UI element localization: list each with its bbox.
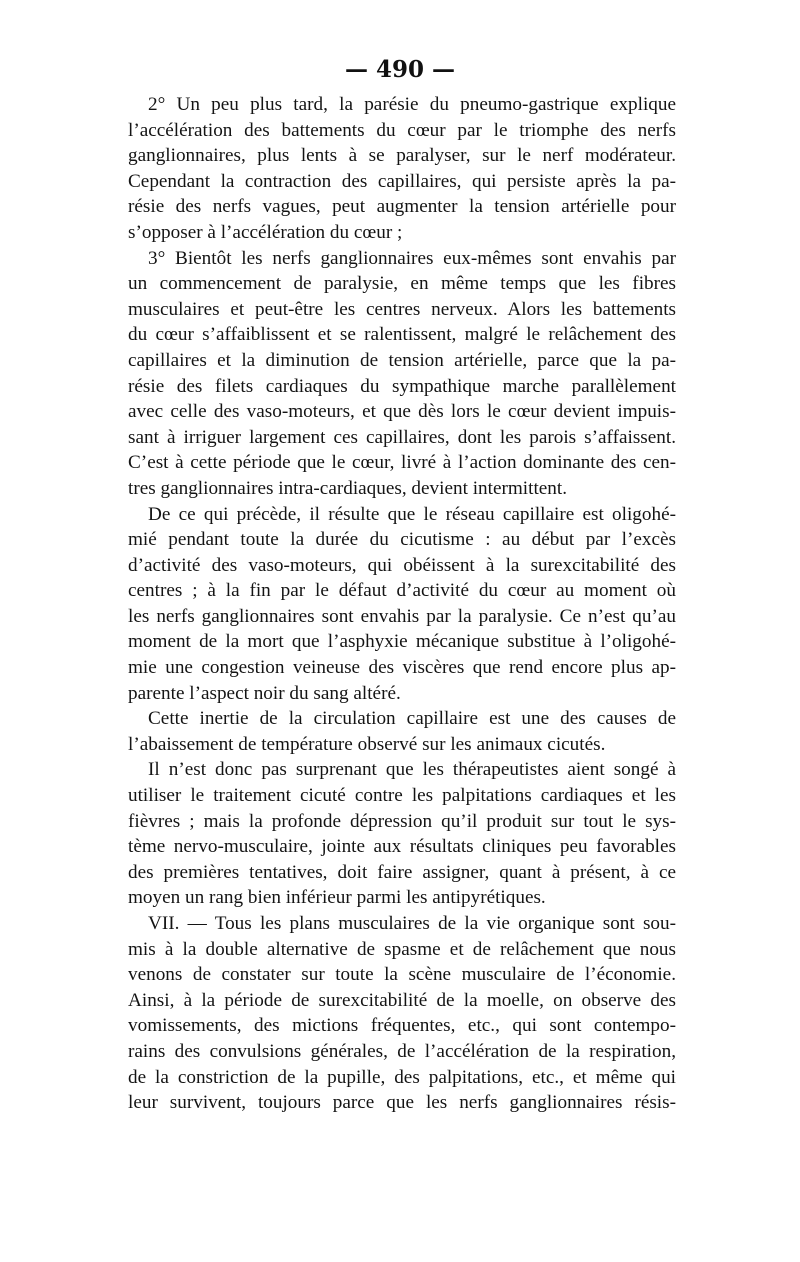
text-line: De ce qui précède, il résulte que le réseau capillaire est oligohé- xyxy=(148,503,676,525)
text-line: venons de constater sur toute la scène musculaire de l’économie. xyxy=(128,964,676,986)
body-text xyxy=(128,92,676,1116)
text-line: 3° Bientôt les nerfs ganglionnaires eux-mêmes sont envahis par xyxy=(148,247,676,269)
text-line: résie des filets cardiaques du sympathique marche parallèlement xyxy=(128,375,676,397)
text-line: ganglionnaires, plus lents à se paralyser, sur le nerf modérateur. xyxy=(128,145,676,167)
text-line: s’opposer à l’accélération du cœur ; xyxy=(128,221,403,243)
text-line: sant à irriguer largement ces capillaires, dont les parois s’affaissent. xyxy=(128,426,676,448)
text-line: avec celle des vaso-moteurs, et que dès lors le cœur devient impuis- xyxy=(128,401,676,423)
page-number: — 490 — xyxy=(344,56,456,83)
text-line: mié pendant toute la durée du cicutisme : au début par l’excès xyxy=(128,529,676,551)
text-line: tème nervo-musculaire, jointe aux résultats cliniques peu favorables xyxy=(128,836,676,858)
text-line: un commencement de paralysie, en même temps que les fibres xyxy=(128,273,676,295)
text-line: mie une congestion veineuse des viscères que rend encore plus ap- xyxy=(128,657,676,679)
text-line: 2° Un peu plus tard, la parésie du pneumo-gastrique explique xyxy=(148,94,676,115)
text-line: de la constriction de la pupille, des palpitations, etc., et même qui xyxy=(128,1066,676,1088)
text-line: les nerfs ganglionnaires sont envahis par la paralysie. Ce n’est qu’au xyxy=(128,605,676,627)
text-line: d’activité des vaso-moteurs, qui obéissent à la surexcitabilité des xyxy=(128,554,676,576)
text-line: Cette inertie de la circulation capillaire est une des causes de xyxy=(148,708,676,730)
text-line: VII. — Tous les plans musculaires de la vie organique sont sou- xyxy=(148,913,676,934)
text-line: Ainsi, à la période de surexcitabilité de la moelle, on observe des xyxy=(128,989,676,1011)
text-line: utiliser le traitement cicuté contre les palpitations cardiaques et les xyxy=(128,785,676,807)
text-line: résie des nerfs vagues, peut augmenter la tension artérielle pour xyxy=(128,196,676,218)
text-line: C’est à cette période que le cœur, livré à l’action dominante des cen- xyxy=(128,452,676,474)
text-line: des premières tentatives, doit faire assigner, quant à présent, à ce xyxy=(128,861,676,883)
text-line: l’abaissement de température observé sur les animaux cicutés. xyxy=(128,733,606,755)
text-line: Cependant la contraction des capillaires, qui persiste après la pa- xyxy=(128,170,676,192)
text-line: moyen un rang bien inférieur parmi les antipyrétiques. xyxy=(128,887,546,909)
text-line: moment de la mort que l’asphyxie mécanique substitue à l’oligohé- xyxy=(128,631,676,653)
text-line: Il n’est donc pas surprenant que les thérapeutistes aient songé à xyxy=(148,759,676,781)
text-line: vomissements, des mictions fréquentes, etc., qui sont contempo- xyxy=(128,1015,676,1037)
text-line: musculaires et peut-être les centres nerveux. Alors les battements xyxy=(128,298,676,320)
text-line: capillaires et la diminution de tension artérielle, parce que la pa- xyxy=(128,349,676,371)
text-line: rains des convulsions générales, de l’accélération de la respiration, xyxy=(128,1040,676,1062)
text-line: centres ; à la fin par le défaut d’activité du cœur au moment où xyxy=(128,580,676,602)
text-line: tres ganglionnaires intra-cardiaques, devient intermittent. xyxy=(128,477,568,499)
text-line: du cœur s’affaiblissent et se ralentissent, malgré le relâchement des xyxy=(128,324,676,346)
text-line: l’accélération des battements du cœur par le triomphe des nerfs xyxy=(128,119,676,141)
text-line: fièvres ; mais la profonde dépression qu’il produit sur tout le sys- xyxy=(128,810,676,832)
text-line: mis à la double alternative de spasme et de relâchement que nous xyxy=(128,938,676,960)
text-line: leur survivent, toujours parce que les nerfs ganglionnaires résis- xyxy=(128,1092,676,1114)
text-line: parente l’aspect noir du sang altéré. xyxy=(128,682,401,704)
